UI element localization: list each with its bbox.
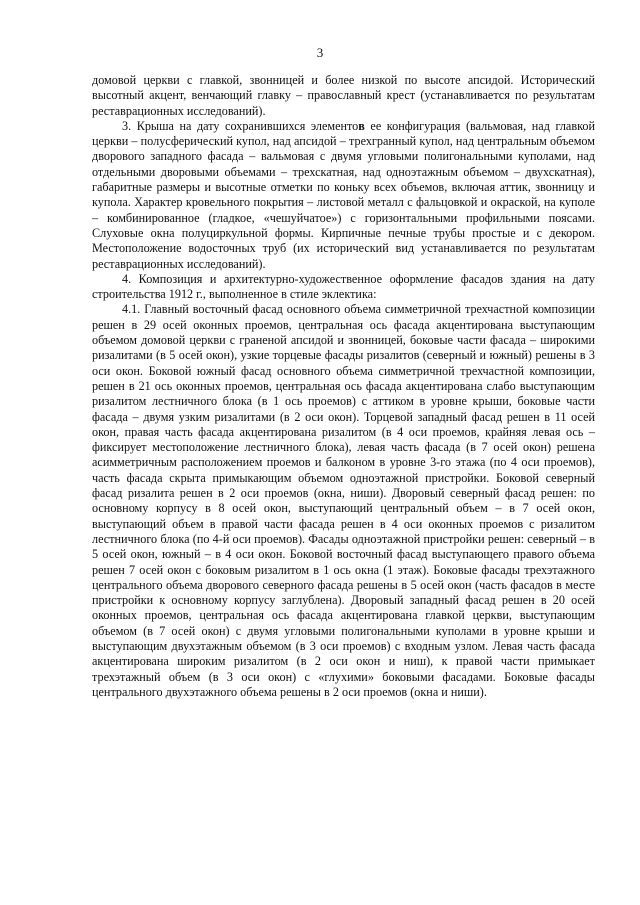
paragraph-item-3 [92,119,595,272]
paragraph-item-3-start: 3. Крыша на дату сохранившихся элементо [122,118,359,133]
paragraph-intro: домовой церкви с главкой, звонницей и более низкой по высоте апсидой. Исторический высотный акцент, венчающий главку – православный крест (устанавливается по результатам реставрационных исследований). [92,73,595,118]
paragraph-item-4-1: 4.1. Главный восточный фасад основного объема симметричной трехчастной композиции решен в 29 осей оконных проемов, центральная ось фасада акцентирована выступающим объемом домовой церкви с граненой апсидой и звонницей, боковые части фасада – широкими ризалитами (в 5 осей окон), узкие торцевые фасады ризалитов (северный и южный) решены в 3 оси окон. Боковой южный фасад основного объема симметричной трехчастной композиции, решен в 21 ось оконных проемов, центральная ось фасада акцентирована слабо выступающим ризалитом лестничного блока (в 1 ось проемов) с аттиком в уровне крыши, боковые части фасада – двумя узким ризалитами (в 2 оси окон). Торцевой западный фасад решен в 11 осей окон, правая часть фасада акцентирована ризалитом (в 4 оси проемов, крайняя левая ось – фиксирует местоположение лестничного блока), левая часть фасада (в 7 осей окон) решена асимметричным расположением проемов и балконом в уровне 3-го этажа (по 4 оси проемов), часть фасада скрыта примыкающим объемом одноэтажной пристройки. Боковой северный фасад ризалита решен в 2 оси проемов (окна, ниши). Дворовый северный фасад решен: по основному корпусу в 8 осей окон, выступающий центральный объем – в 7 осей окон, выступающий объем в правой части фасада решен в 4 оси оконных проемов с ризалитом лестничного блока (по 4-й оси проемов). Фасады одноэтажной пристройки решен: северный – в 5 осей окон, южный – в 4 оси окон. Боковой восточный фасад выступающего правого объема решен 7 осей окон с боковым ризалитом в 1 ось окна (1 этаж). Боковые фасады трехэтажного центрального объема дворового северного фасада решены в 5 осей окон (часть фасадов в месте пристройки к основному корпусу заглублена). Дворовый западный фасад решен в 20 осей оконных проемов, центральная ось фасада акцентирована главкой церкви, выступающим объемом (в 7 осей окон) с двумя угловыми полигональными куполами в уровне крыши и выступающим двухэтажным объемом (в 3 оси проемов) с входным узлом. Левая часть фасада акцентирована широким ризалитом (в 2 оси окон и ниш), к правой части примыкает трехэтажный объем (в 3 оси окон) с «глухими» боковыми фасадами. Боковые фасады центрального двухэтажного объема решены в 2 оси проемов (окна и ниши). [92,302,595,699]
page-number: 3 [316,45,324,60]
paragraph-item-3-bold-letter: в [358,118,365,133]
paragraph-item-3-rest: ее конфигурация (вальмовая, над главкой церкви – полусферический купол, над апсидой – трехгранный купол, над центральным объемом дворового западного фасада – вальмовая с двумя угловыми полигональными куполами, над отдельными дворовыми объемами – трехскатная, над одноэтажным объемом – двухскатная), габаритные размеры и высотные отметки по коньку всех объемов, включая аттик, звонницу и купола. Характер кровельного покрытия – листовой металл с фальцовкой и окраской, на куполе – комбинированное (гладкое, «чешуйчатое») с горизонтальными профильными поясами. Слуховые окна полуциркульной формы. Кирпичные печные трубы простые и с декором. Местоположение водосточных труб (их исторический вид устанавливается по результатам реставрационных исследований). [92,118,595,271]
document-body [92,73,595,700]
paragraph-item-4: 4. Композиция и архитектурно-художественное оформление фасадов здания на дату строительства 1912 г., выполненное в стиле эклектика: [92,271,595,302]
